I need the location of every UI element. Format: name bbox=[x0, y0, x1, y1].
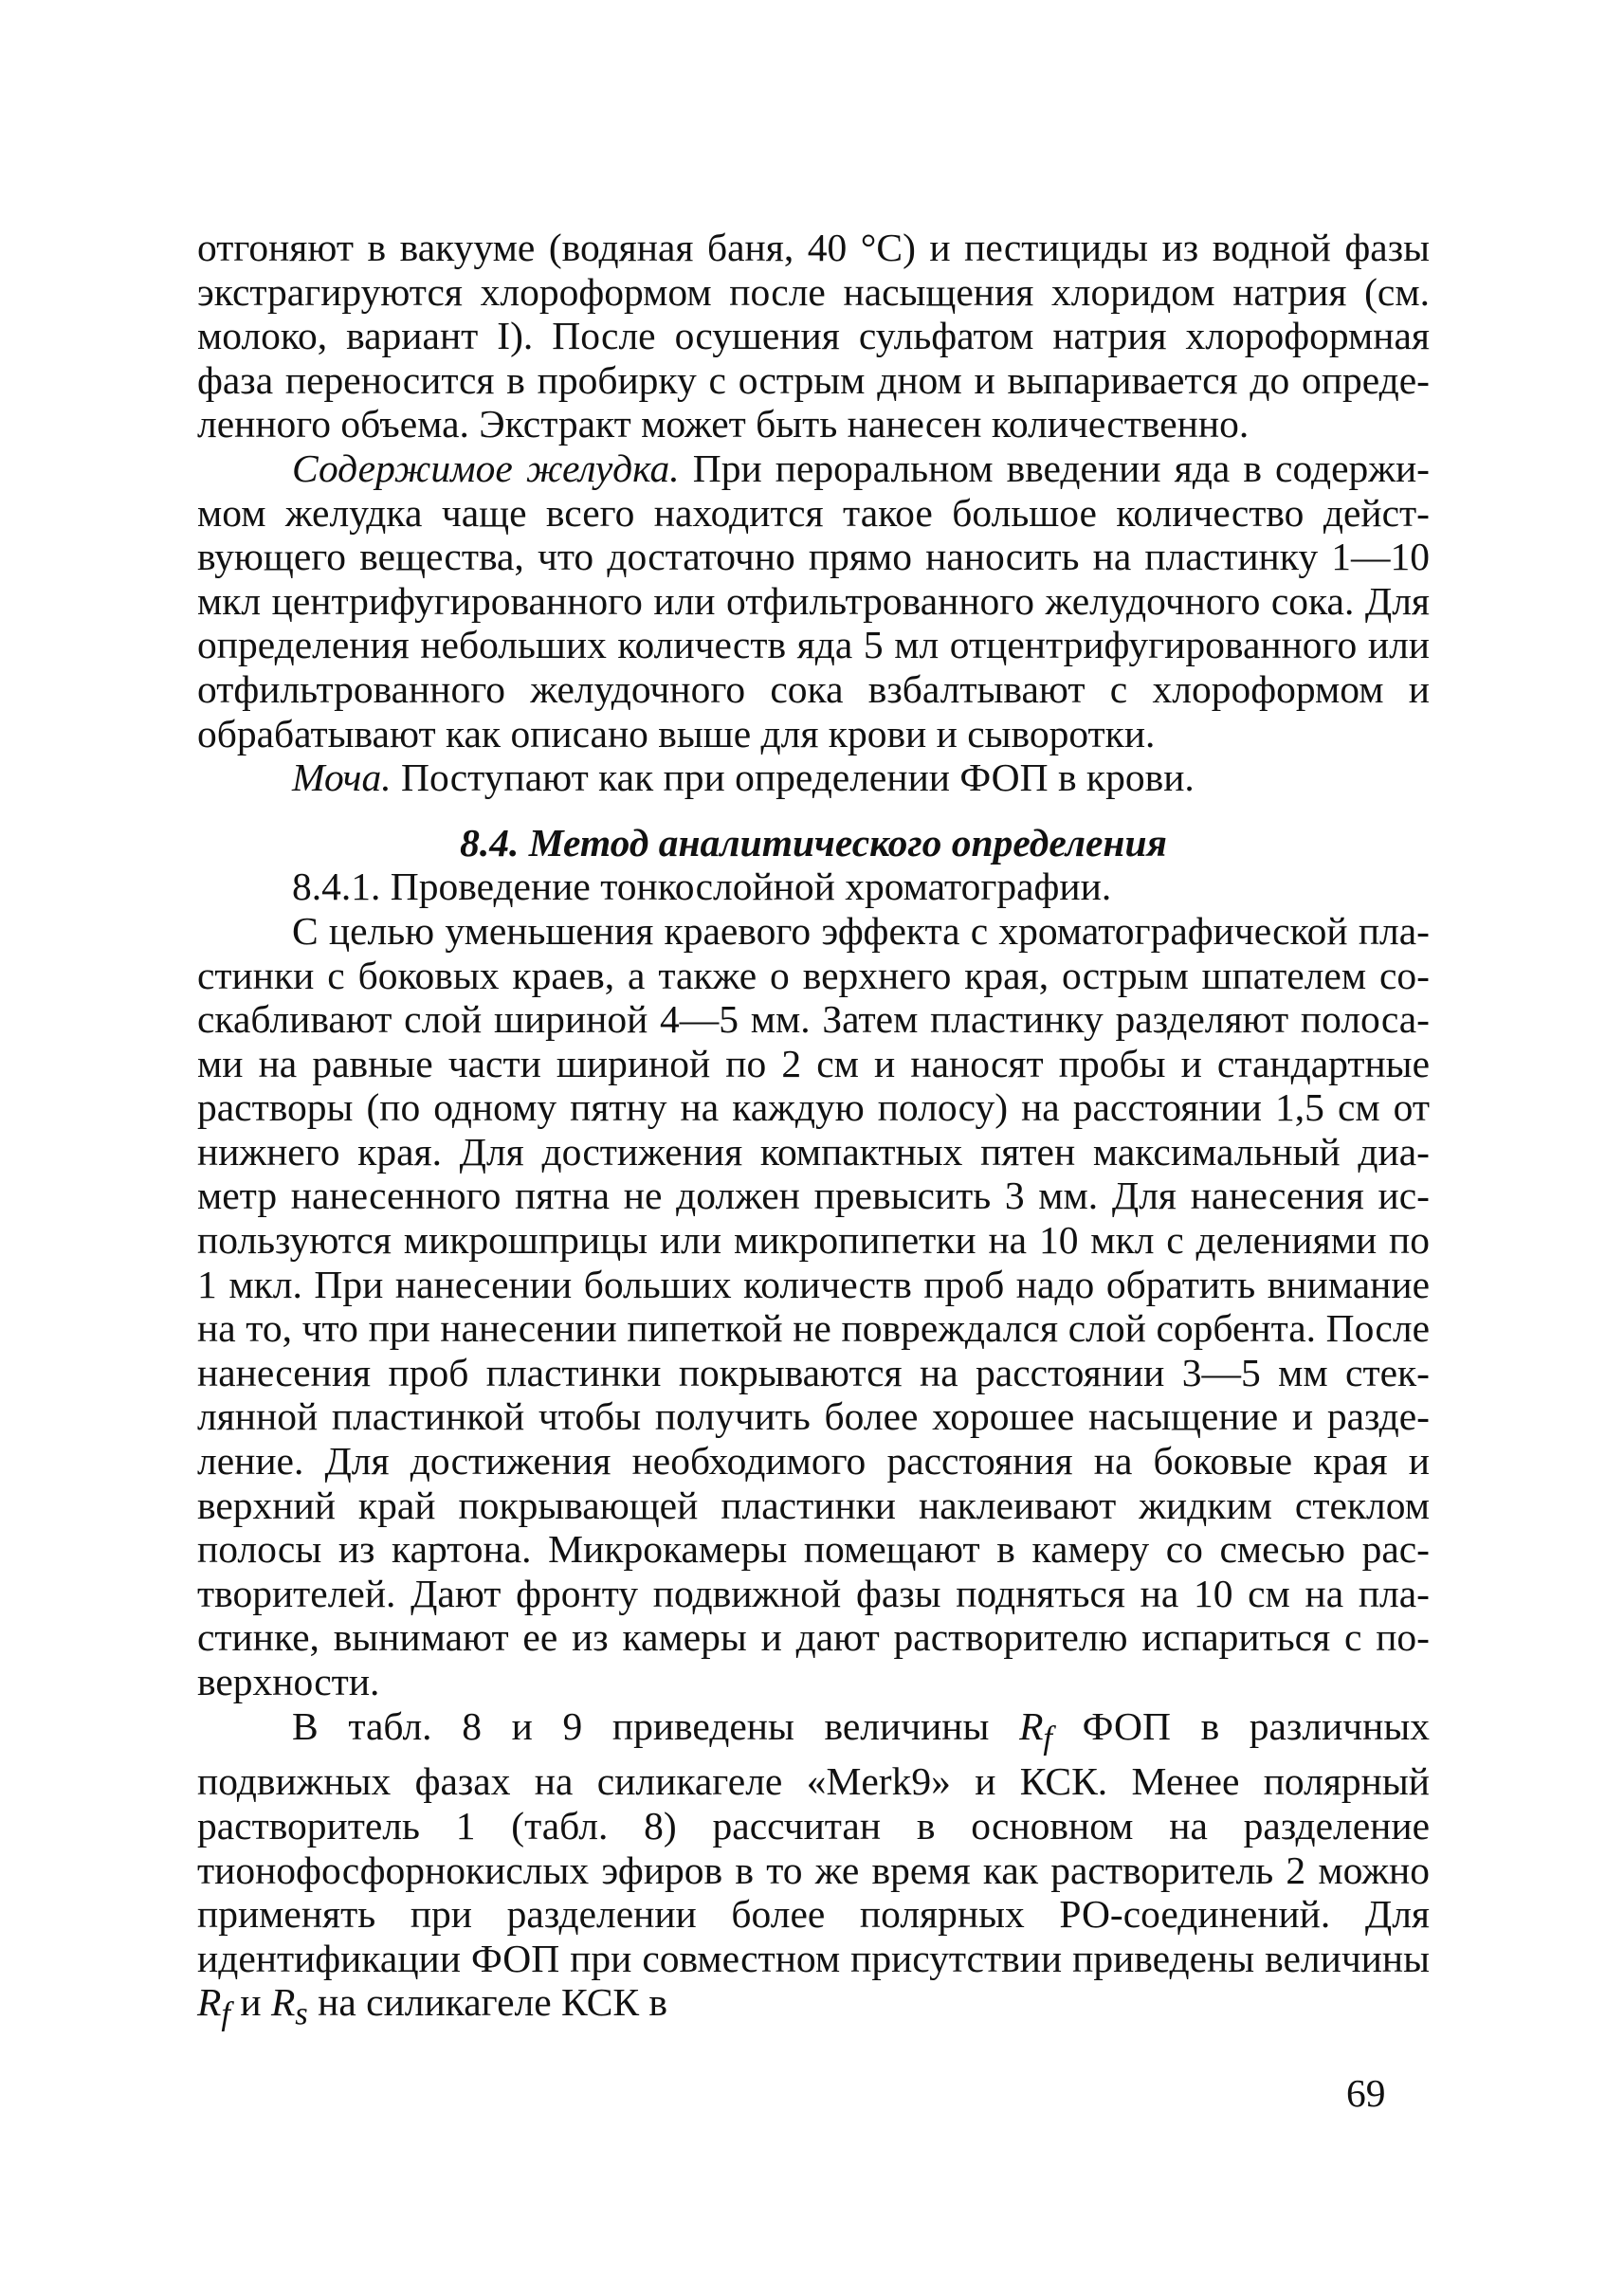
rf-text-4: на силикагеле КСК в bbox=[307, 1980, 668, 2025]
rf-symbol-sub: f bbox=[1043, 1719, 1053, 1756]
urine-label: Моча. bbox=[292, 756, 392, 800]
paragraph-urine bbox=[197, 756, 1430, 800]
rf-text-2: ФОП в различных подвижных фазах на силикагеле «Merk9» и КСК. Менее полярный растворитель 1 (табл. 8) рассчитан в основном на разделение тионофосфорнокислых эфиров в то же время как растворитель 2 можно применять при разделении более полярных РО-соединений. Для идентификации ФОП при совместном присутствии приведены величины bbox=[197, 1703, 1431, 1980]
rf2-symbol-r: R bbox=[197, 1980, 222, 2025]
stomach-contents-text: При пероральном введении яда в содержимом желудка чаще всего находится такое большое количество действующего вещества, что достаточно прямо наносить на пластинку 1—10 мкл центрифугированного или отфильтрованного желудочного сока. Для определения небольших количеств яда 5 мл отцентрифугированного или отфильтрованного желудочного сока взбалтывают с хлороформом и обрабатывают как описано выше для крови и сыворотки. bbox=[197, 446, 1430, 756]
paragraph-rf-values bbox=[197, 1704, 1430, 2037]
page-number: 69 bbox=[1346, 2071, 1386, 2115]
rf2-symbol-sub: f bbox=[221, 1995, 230, 2032]
rf-text-1: В табл. 8 и 9 приведены величины bbox=[292, 1703, 1020, 1748]
page-body bbox=[197, 226, 1430, 2036]
stomach-contents-label: Содержимое желудка. bbox=[292, 446, 680, 490]
urine-text: Поступают как при определении ФОП в крови. bbox=[391, 756, 1195, 800]
paragraph-extraction: отгоняют в вакууме (водяная баня, 40 °С) и пестициды из водной фазы экстрагируются хлороформом после насыщения хлоридом натрия (см. молоко, вариант I). После осушения сульфатом натрия хлороформная фаза переносится в пробирку с острым дном и выпаривается до определенного объема. Экстракт может быть нанесен количественно. bbox=[197, 226, 1430, 446]
paragraph-tlc-procedure: С целью уменьшения краевого эффекта с хроматографической пластинки с боковых краев, а также о верхнего края, острым шпателем соскабливают слой шириной 4—5 мм. Затем пластинку разделяют полосами на равные части шириной по 2 см и наносят пробы и стандартные растворы (по одному пятну на каждую полосу) на расстоянии 1,5 см от нижнего края. Для достижения компактных пятен максимальный диаметр нанесенного пятна не должен превысить 3 мм. Для нанесения используются микрошприцы или микропипетки на 10 мкл с делениями по 1 мкл. При нанесении больших количеств проб надо обратить внимание на то, что при нанесении пипеткой не повреждался слой сорбента. После нанесения проб пластинки покрываются на расстоянии 3—5 мм стеклянной пластинкой чтобы получить более хорошее насыщение и разделение. Для достижения необходимого расстояния на боковые края и верхний край покрывающей пластинки наклеивают жидким стеклом полосы из картона. Микрокамеры помещают в камеру со смесью растворителей. Дают фронту подвижной фазы подняться на 10 см на пластинке, вынимают ее из камеры и дают растворителю испариться с поверхности. bbox=[197, 908, 1430, 1703]
rs-symbol-sub: s bbox=[295, 1995, 308, 2032]
rf-symbol-r: R bbox=[1019, 1703, 1044, 1748]
rs-symbol-r: R bbox=[270, 1980, 296, 2025]
subsection-title: 8.4.1. Проведение тонкослойной хроматографии. bbox=[292, 865, 1112, 909]
paragraph-stomach-contents bbox=[197, 446, 1430, 756]
section-heading: 8.4. Метод аналитического определения bbox=[460, 820, 1167, 865]
rf-text-3: и bbox=[229, 1980, 271, 2025]
